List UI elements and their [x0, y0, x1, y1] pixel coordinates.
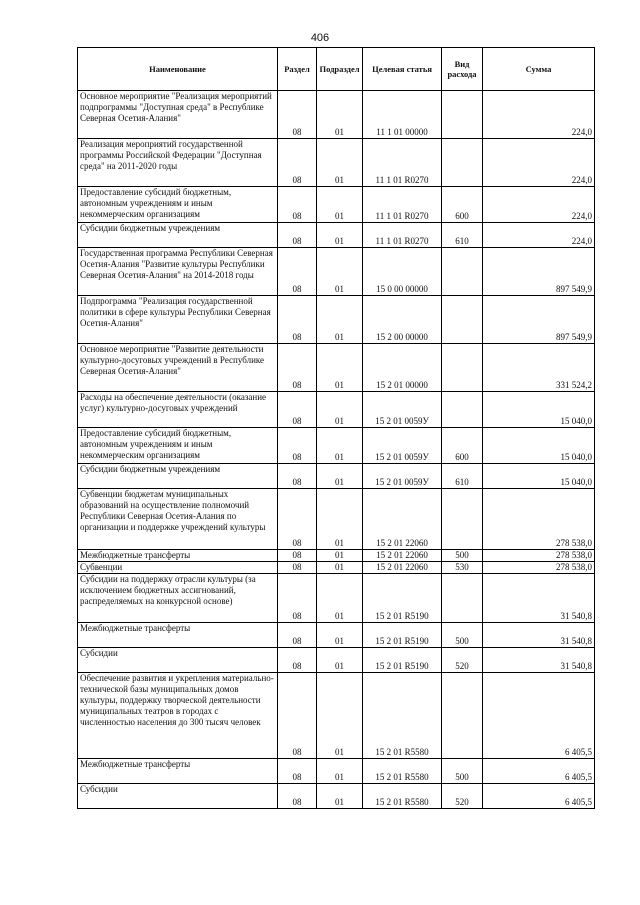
row-target: 15 2 00 00000 — [363, 296, 442, 344]
row-subsection: 01 — [317, 296, 363, 344]
row-type — [442, 574, 483, 623]
row-section: 08 — [278, 187, 317, 223]
row-sum: 224,0 — [483, 223, 595, 248]
row-type: 520 — [442, 784, 483, 809]
row-target: 15 2 01 R5580 — [363, 759, 442, 784]
row-type: 500 — [442, 759, 483, 784]
row-name: Реализация мероприятий государственной программы Российской Федерации "Доступная среда" на 2011-2020 годы — [78, 139, 278, 187]
row-section: 08 — [278, 139, 317, 187]
row-section: 08 — [278, 648, 317, 673]
row-type: 530 — [442, 562, 483, 574]
row-target: 15 2 01 R5580 — [363, 784, 442, 809]
row-target: 15 2 01 R5190 — [363, 574, 442, 623]
row-sum: 15 040,0 — [483, 464, 595, 489]
table-row — [78, 784, 595, 809]
row-name: Субвенции — [78, 562, 278, 574]
row-type — [442, 489, 483, 550]
row-subsection: 01 — [317, 464, 363, 489]
table-row — [78, 248, 595, 296]
row-sum: 278 538,0 — [483, 550, 595, 562]
row-name: Расходы на обеспечение деятельности (оказание услуг) культурно-досуговых учреждений — [78, 392, 278, 428]
row-name: Подпрограмма "Реализация государственной политики в сфере культуры Республики Северная Осетия-Алания" — [78, 296, 278, 344]
row-type — [442, 139, 483, 187]
row-section: 08 — [278, 550, 317, 562]
row-sum: 224,0 — [483, 187, 595, 223]
row-target: 15 2 01 R5190 — [363, 623, 442, 648]
row-sum: 331 524,2 — [483, 344, 595, 392]
row-subsection: 01 — [317, 344, 363, 392]
row-name: Межбюджетные трансферты — [78, 623, 278, 648]
row-subsection: 01 — [317, 574, 363, 623]
row-type: 610 — [442, 223, 483, 248]
table-row — [78, 489, 595, 550]
row-name: Предоставление субсидий бюджетным, автономным учреждениям и иным некоммерческим организациям — [78, 187, 278, 223]
row-section: 08 — [278, 248, 317, 296]
row-target: 11 1 01 00000 — [363, 91, 442, 139]
table-row — [78, 296, 595, 344]
table-row — [78, 623, 595, 648]
row-type — [442, 91, 483, 139]
row-name: Субсидии — [78, 648, 278, 673]
row-section: 08 — [278, 759, 317, 784]
row-sum: 224,0 — [483, 91, 595, 139]
table-row — [78, 673, 595, 759]
row-name: Предоставление субсидий бюджетным, автономным учреждениям и иным некоммерческим организациям — [78, 428, 278, 464]
header-type: Вид расхода — [442, 48, 483, 91]
table-row — [78, 562, 595, 574]
row-name: Субсидии бюджетным учреждениям — [78, 223, 278, 248]
row-name: Межбюджетные трансферты — [78, 550, 278, 562]
row-type: 500 — [442, 550, 483, 562]
row-section: 08 — [278, 623, 317, 648]
row-type — [442, 248, 483, 296]
row-type — [442, 392, 483, 428]
row-name: Основное мероприятие "Реализация мероприятий подпрограммы "Доступная среда" в Республике Северная Осетия-Алания" — [78, 91, 278, 139]
row-subsection: 01 — [317, 673, 363, 759]
row-type: 610 — [442, 464, 483, 489]
row-subsection: 01 — [317, 489, 363, 550]
budget-table — [77, 47, 595, 809]
row-section: 08 — [278, 223, 317, 248]
row-section: 08 — [278, 296, 317, 344]
row-target: 15 2 01 0059У — [363, 392, 442, 428]
table-row — [78, 392, 595, 428]
row-subsection: 01 — [317, 428, 363, 464]
row-subsection: 01 — [317, 91, 363, 139]
table-row — [78, 344, 595, 392]
row-target: 11 1 01 R0270 — [363, 187, 442, 223]
row-target: 15 2 01 22060 — [363, 489, 442, 550]
row-target: 15 2 01 R5580 — [363, 673, 442, 759]
row-name: Субсидии бюджетным учреждениям — [78, 464, 278, 489]
row-section: 08 — [278, 392, 317, 428]
row-sum: 31 540,8 — [483, 648, 595, 673]
row-target: 15 2 01 22060 — [363, 550, 442, 562]
table-body — [78, 91, 595, 809]
row-section: 08 — [278, 428, 317, 464]
row-section: 08 — [278, 562, 317, 574]
row-target: 11 1 01 R0270 — [363, 223, 442, 248]
row-section: 08 — [278, 673, 317, 759]
row-sum: 31 540,8 — [483, 574, 595, 623]
row-subsection: 01 — [317, 759, 363, 784]
row-sum: 278 538,0 — [483, 489, 595, 550]
table-row — [78, 139, 595, 187]
row-section: 08 — [278, 489, 317, 550]
row-sum: 6 405,5 — [483, 759, 595, 784]
row-sum: 897 549,9 — [483, 296, 595, 344]
row-subsection: 01 — [317, 648, 363, 673]
header-subsection: Подраздел — [317, 48, 363, 91]
table-row — [78, 648, 595, 673]
row-section: 08 — [278, 464, 317, 489]
row-name: Межбюджетные трансферты — [78, 759, 278, 784]
table-row — [78, 464, 595, 489]
row-target: 15 2 01 0059У — [363, 464, 442, 489]
table-row — [78, 759, 595, 784]
row-section: 08 — [278, 344, 317, 392]
row-type: 500 — [442, 623, 483, 648]
header-sum: Сумма — [483, 48, 595, 91]
row-subsection: 01 — [317, 562, 363, 574]
row-sum: 6 405,5 — [483, 673, 595, 759]
row-sum: 897 549,9 — [483, 248, 595, 296]
table-row — [78, 91, 595, 139]
table-row — [78, 550, 595, 562]
row-subsection: 01 — [317, 392, 363, 428]
row-name: Субсидии на поддержку отрасли культуры (за исключением бюджетных ассигнований, распределяемых на конкурсной основе) — [78, 574, 278, 623]
table-row — [78, 187, 595, 223]
page-number: 406 — [310, 32, 330, 44]
header-section: Раздел — [278, 48, 317, 91]
row-type — [442, 344, 483, 392]
row-target: 15 2 01 00000 — [363, 344, 442, 392]
header-target: Целевая статья — [363, 48, 442, 91]
row-type: 600 — [442, 428, 483, 464]
row-subsection: 01 — [317, 223, 363, 248]
row-sum: 15 040,0 — [483, 428, 595, 464]
row-name: Обеспечение развития и укрепления материально-технической базы муниципальных домов культуры, поддержку творческой деятельности муниципальных театров в городах с численностью населения до 300 тысяч человек — [78, 673, 278, 759]
row-section: 08 — [278, 784, 317, 809]
row-subsection: 01 — [317, 623, 363, 648]
table-row — [78, 428, 595, 464]
row-sum: 31 540,8 — [483, 623, 595, 648]
row-sum: 278 538,0 — [483, 562, 595, 574]
row-target: 15 2 01 R5190 — [363, 648, 442, 673]
row-type — [442, 673, 483, 759]
row-type — [442, 296, 483, 344]
row-name: Субсидии — [78, 784, 278, 809]
header-name: Наименование — [78, 48, 278, 91]
row-name: Основное мероприятие "Развитие деятельности культурно-досуговых учреждений в Республике Северная Осетия-Алания" — [78, 344, 278, 392]
row-target: 15 2 01 22060 — [363, 562, 442, 574]
row-sum: 224,0 — [483, 139, 595, 187]
row-target: 11 1 01 R0270 — [363, 139, 442, 187]
row-section: 08 — [278, 91, 317, 139]
row-name: Государственная программа Республики Северная Осетия-Алания "Развитие культуры Республики Северная Осетия-Алания" на 2014-2018 годы — [78, 248, 278, 296]
row-sum: 6 405,5 — [483, 784, 595, 809]
row-subsection: 01 — [317, 248, 363, 296]
row-subsection: 01 — [317, 187, 363, 223]
row-subsection: 01 — [317, 550, 363, 562]
row-target: 15 0 00 00000 — [363, 248, 442, 296]
row-subsection: 01 — [317, 139, 363, 187]
table-header-row — [78, 48, 595, 91]
row-section: 08 — [278, 574, 317, 623]
row-target: 15 2 01 0059У — [363, 428, 442, 464]
table-row — [78, 223, 595, 248]
row-name: Субвенции бюджетам муниципальных образований на осуществление полномочий Республики Северная Осетия-Алания по организации и поддержке учреждений культуры — [78, 489, 278, 550]
row-subsection: 01 — [317, 784, 363, 809]
row-type: 600 — [442, 187, 483, 223]
row-sum: 15 040,0 — [483, 392, 595, 428]
table-row — [78, 574, 595, 623]
row-type: 520 — [442, 648, 483, 673]
